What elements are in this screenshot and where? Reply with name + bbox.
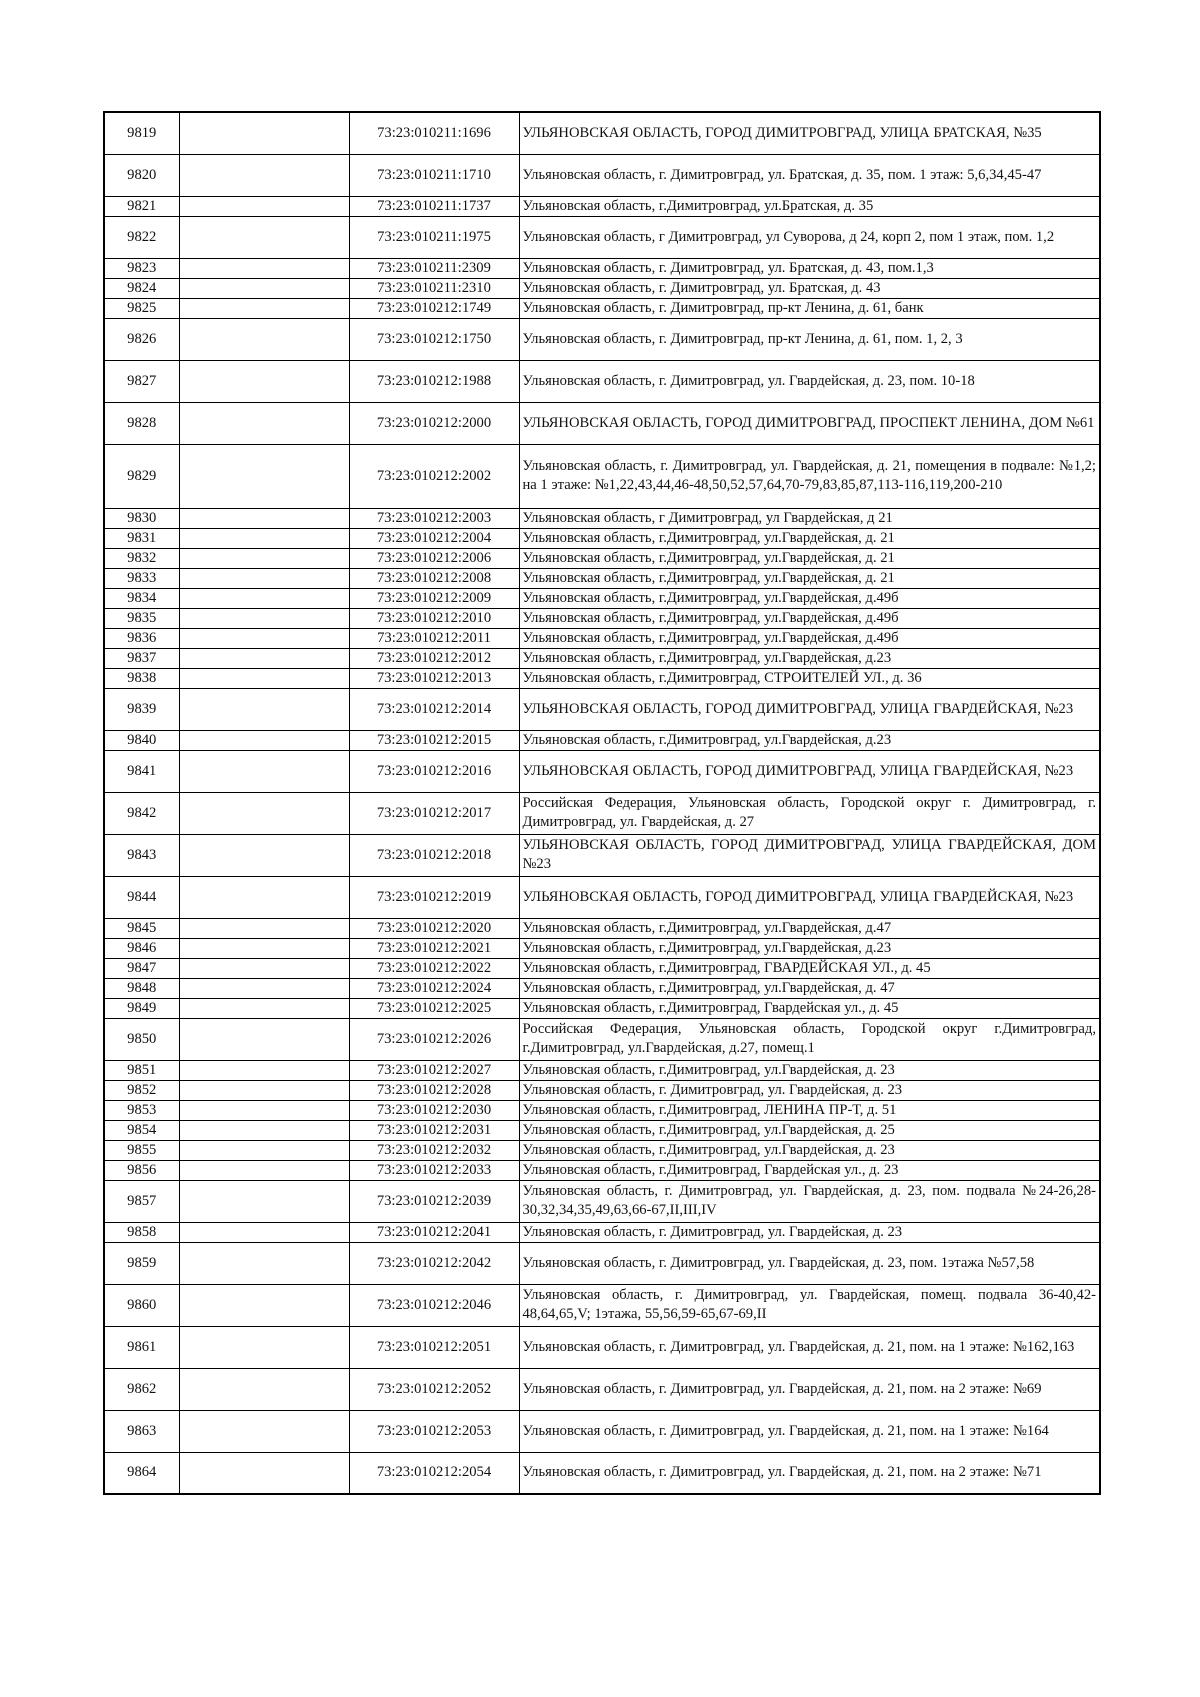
owner-cell (179, 1180, 349, 1222)
row-number-cell: 9847 (104, 958, 179, 978)
row-number-cell: 9856 (104, 1160, 179, 1180)
cadastral-number-cell: 73:23:010212:2021 (349, 938, 519, 958)
owner-cell (179, 834, 349, 876)
cadastral-number-cell: 73:23:010212:2009 (349, 588, 519, 608)
owner-cell (179, 508, 349, 528)
row-number-cell: 9853 (104, 1100, 179, 1120)
address-cell: Ульяновская область, г.Димитровград, ул.Гвардейская, д.49б (519, 588, 1100, 608)
table-row (104, 648, 1100, 668)
row-number-cell: 9846 (104, 938, 179, 958)
address-cell: Ульяновская область, г.Димитровград, ул.Гвардейская, д.23 (519, 730, 1100, 750)
cadastral-number-cell: 73:23:010212:2018 (349, 834, 519, 876)
row-number-cell: 9838 (104, 668, 179, 688)
address-cell: УЛЬЯНОВСКАЯ ОБЛАСТЬ, ГОРОД ДИМИТРОВГРАД, УЛИЦА ГВАРДЕЙСКАЯ, №23 (519, 688, 1100, 730)
table-row (104, 528, 1100, 548)
owner-cell (179, 750, 349, 792)
table-row (104, 278, 1100, 298)
address-cell: Ульяновская область, г.Димитровград, ул.Гвардейская, д.47 (519, 918, 1100, 938)
table-row (104, 1160, 1100, 1180)
owner-cell (179, 154, 349, 196)
address-cell: Ульяновская область, г.Димитровград, ул.Гвардейская, д. 23 (519, 1060, 1100, 1080)
owner-cell (179, 938, 349, 958)
row-number-cell: 9852 (104, 1080, 179, 1100)
owner-cell (179, 730, 349, 750)
cadastral-number-cell: 73:23:010212:2013 (349, 668, 519, 688)
cadastral-number-cell: 73:23:010212:2017 (349, 792, 519, 834)
table-row (104, 998, 1100, 1018)
row-number-cell: 9819 (104, 112, 179, 154)
address-cell: Ульяновская область, г.Димитровград, ул.Гвардейская, д.49б (519, 608, 1100, 628)
table-row (104, 1242, 1100, 1284)
address-cell: Ульяновская область, г.Димитровград, ул.Гвардейская, д. 21 (519, 568, 1100, 588)
address-cell: Ульяновская область, г. Димитровград, ул. Гвардейская, д. 23 (519, 1222, 1100, 1242)
address-cell: Ульяновская область, г.Димитровград, ул.Братская, д. 35 (519, 196, 1100, 216)
owner-cell (179, 1060, 349, 1080)
table-row (104, 1368, 1100, 1410)
row-number-cell: 9824 (104, 278, 179, 298)
table-row (104, 1410, 1100, 1452)
owner-cell (179, 1160, 349, 1180)
table-row (104, 978, 1100, 998)
owner-cell (179, 876, 349, 918)
row-number-cell: 9855 (104, 1140, 179, 1160)
row-number-cell: 9835 (104, 608, 179, 628)
cadastral-number-cell: 73:23:010212:2004 (349, 528, 519, 548)
table-row (104, 1180, 1100, 1222)
cadastral-number-cell: 73:23:010212:2042 (349, 1242, 519, 1284)
owner-cell (179, 1326, 349, 1368)
table-row (104, 1326, 1100, 1368)
cadastral-number-cell: 73:23:010212:2014 (349, 688, 519, 730)
owner-cell (179, 360, 349, 402)
owner-cell (179, 278, 349, 298)
cadastral-number-cell: 73:23:010212:2030 (349, 1100, 519, 1120)
cadastral-number-cell: 73:23:010212:2028 (349, 1080, 519, 1100)
row-number-cell: 9826 (104, 318, 179, 360)
owner-cell (179, 1018, 349, 1060)
address-cell: Ульяновская область, г. Димитровград, ул. Гвардейская, д. 23 (519, 1080, 1100, 1100)
owner-cell (179, 958, 349, 978)
owner-cell (179, 216, 349, 258)
row-number-cell: 9840 (104, 730, 179, 750)
cadastral-number-cell: 73:23:010212:2053 (349, 1410, 519, 1452)
row-number-cell: 9863 (104, 1410, 179, 1452)
address-cell: Ульяновская область, г. Димитровград, ул. Гвардейская, д. 21, пом. на 2 этаже: №69 (519, 1368, 1100, 1410)
address-cell: Ульяновская область, г. Димитровград, ул. Гвардейская, д. 23, пом. подвала №24-26,28-30,32,34,35,49,63,66-67,II,III,IV (519, 1180, 1100, 1222)
row-number-cell: 9829 (104, 444, 179, 508)
table-row (104, 668, 1100, 688)
table-row (104, 938, 1100, 958)
registry-table (103, 111, 1101, 1495)
table-row (104, 318, 1100, 360)
owner-cell (179, 648, 349, 668)
table-row (104, 750, 1100, 792)
row-number-cell: 9822 (104, 216, 179, 258)
table-row (104, 588, 1100, 608)
row-number-cell: 9860 (104, 1284, 179, 1326)
table-row (104, 1018, 1100, 1060)
row-number-cell: 9849 (104, 998, 179, 1018)
table-row (104, 1100, 1100, 1120)
table-row (104, 608, 1100, 628)
address-cell: Российская Федерация, Ульяновская область, Городской округ г.Димитровград, г.Димитровград, ул.Гвардейская, д.27, помещ.1 (519, 1018, 1100, 1060)
table-row (104, 444, 1100, 508)
owner-cell (179, 1080, 349, 1100)
cadastral-number-cell: 73:23:010212:2006 (349, 548, 519, 568)
address-cell: Ульяновская область, г.Димитровград, ул.Гвардейская, д.23 (519, 938, 1100, 958)
table-row (104, 258, 1100, 278)
row-number-cell: 9857 (104, 1180, 179, 1222)
address-cell: Российская Федерация, Ульяновская область, Городской округ г. Димитровград, г. Димитровград, ул. Гвардейская, д. 27 (519, 792, 1100, 834)
owner-cell (179, 1100, 349, 1120)
table-row (104, 1060, 1100, 1080)
cadastral-number-cell: 73:23:010212:2033 (349, 1160, 519, 1180)
owner-cell (179, 318, 349, 360)
cadastral-number-cell: 73:23:010212:2041 (349, 1222, 519, 1242)
cadastral-number-cell: 73:23:010212:2054 (349, 1452, 519, 1494)
cadastral-number-cell: 73:23:010212:1749 (349, 298, 519, 318)
owner-cell (179, 1410, 349, 1452)
address-cell: Ульяновская область, г Димитровград, ул Суворова, д 24, корп 2, пом 1 этаж, пом. 1,2 (519, 216, 1100, 258)
owner-cell (179, 1140, 349, 1160)
row-number-cell: 9858 (104, 1222, 179, 1242)
row-number-cell: 9859 (104, 1242, 179, 1284)
cadastral-number-cell: 73:23:010212:2026 (349, 1018, 519, 1060)
row-number-cell: 9821 (104, 196, 179, 216)
table-row (104, 1452, 1100, 1494)
owner-cell (179, 608, 349, 628)
address-cell: Ульяновская область, г.Димитровград, Гвардейская ул., д. 45 (519, 998, 1100, 1018)
cadastral-number-cell: 73:23:010212:2024 (349, 978, 519, 998)
table-row (104, 1080, 1100, 1100)
cadastral-number-cell: 73:23:010212:2016 (349, 750, 519, 792)
row-number-cell: 9839 (104, 688, 179, 730)
row-number-cell: 9823 (104, 258, 179, 278)
row-number-cell: 9833 (104, 568, 179, 588)
owner-cell (179, 568, 349, 588)
cadastral-number-cell: 73:23:010212:2051 (349, 1326, 519, 1368)
row-number-cell: 9864 (104, 1452, 179, 1494)
row-number-cell: 9836 (104, 628, 179, 648)
cadastral-number-cell: 73:23:010212:2027 (349, 1060, 519, 1080)
cadastral-number-cell: 73:23:010212:2011 (349, 628, 519, 648)
address-cell: Ульяновская область, г.Димитровград, ГВАРДЕЙСКАЯ УЛ., д. 45 (519, 958, 1100, 978)
row-number-cell: 9843 (104, 834, 179, 876)
address-cell: Ульяновская область, г. Димитровград, ул. Гвардейская, д. 21, пом. на 2 этаже: №71 (519, 1452, 1100, 1494)
owner-cell (179, 588, 349, 608)
address-cell: Ульяновская область, г.Димитровград, ул.Гвардейская, д. 21 (519, 548, 1100, 568)
owner-cell (179, 918, 349, 938)
table-row (104, 508, 1100, 528)
address-cell: Ульяновская область, г.Димитровград, СТРОИТЕЛЕЙ УЛ., д. 36 (519, 668, 1100, 688)
cadastral-number-cell: 73:23:010212:2012 (349, 648, 519, 668)
owner-cell (179, 1222, 349, 1242)
row-number-cell: 9820 (104, 154, 179, 196)
owner-cell (179, 668, 349, 688)
address-cell: Ульяновская область, г.Димитровград, ул.Гвардейская, д. 47 (519, 978, 1100, 998)
cadastral-number-cell: 73:23:010211:1737 (349, 196, 519, 216)
owner-cell (179, 1368, 349, 1410)
cadastral-number-cell: 73:23:010212:2015 (349, 730, 519, 750)
table-row (104, 628, 1100, 648)
address-cell: Ульяновская область, г.Димитровград, ул.Гвардейская, д. 25 (519, 1120, 1100, 1140)
table-row (104, 792, 1100, 834)
address-cell: Ульяновская область, г.Димитровград, ул.Гвардейская, д. 21 (519, 528, 1100, 548)
row-number-cell: 9851 (104, 1060, 179, 1080)
table-row (104, 688, 1100, 730)
table-row (104, 298, 1100, 318)
row-number-cell: 9842 (104, 792, 179, 834)
owner-cell (179, 258, 349, 278)
address-cell: Ульяновская область, г. Димитровград, ул. Гвардейская, помещ. подвала 36-40,42-48,64,65,V; 1этажа, 55,56,59-65,67-69,II (519, 1284, 1100, 1326)
owner-cell (179, 112, 349, 154)
owner-cell (179, 548, 349, 568)
row-number-cell: 9831 (104, 528, 179, 548)
cadastral-number-cell: 73:23:010212:2002 (349, 444, 519, 508)
address-cell: Ульяновская область, г. Димитровград, пр-кт Ленина, д. 61, пом. 1, 2, 3 (519, 318, 1100, 360)
cadastral-number-cell: 73:23:010212:2008 (349, 568, 519, 588)
cadastral-number-cell: 73:23:010212:2052 (349, 1368, 519, 1410)
address-cell: Ульяновская область, г. Димитровград, ул. Гвардейская, д. 21, пом. на 1 этаже: №164 (519, 1410, 1100, 1452)
table-row (104, 402, 1100, 444)
table-row (104, 958, 1100, 978)
address-cell: Ульяновская область, г. Димитровград, ул. Гвардейская, д. 23, пом. 1этажа №57,58 (519, 1242, 1100, 1284)
table-row (104, 196, 1100, 216)
table-row (104, 1120, 1100, 1140)
owner-cell (179, 528, 349, 548)
address-cell: Ульяновская область, г.Димитровград, ул.Гвардейская, д.23 (519, 648, 1100, 668)
cadastral-number-cell: 73:23:010212:2003 (349, 508, 519, 528)
address-cell: Ульяновская область, г. Димитровград, ул. Гвардейская, д. 21, помещения в подвале: №1,2; на 1 этаже: №1,22,43,44,46-48,50,52,57,64,70-79,83,85,87,113-116,119,200-210 (519, 444, 1100, 508)
row-number-cell: 9832 (104, 548, 179, 568)
address-cell: Ульяновская область, г.Димитровград, ул.Гвардейская, д. 23 (519, 1140, 1100, 1160)
owner-cell (179, 1452, 349, 1494)
address-cell: Ульяновская область, г Димитровград, ул Гвардейская, д 21 (519, 508, 1100, 528)
owner-cell (179, 688, 349, 730)
cadastral-number-cell: 73:23:010211:1710 (349, 154, 519, 196)
cadastral-number-cell: 73:23:010212:1988 (349, 360, 519, 402)
owner-cell (179, 1284, 349, 1326)
row-number-cell: 9841 (104, 750, 179, 792)
table-row (104, 1284, 1100, 1326)
cadastral-number-cell: 73:23:010211:2310 (349, 278, 519, 298)
cadastral-number-cell: 73:23:010212:2039 (349, 1180, 519, 1222)
cadastral-number-cell: 73:23:010212:2022 (349, 958, 519, 978)
address-cell: Ульяновская область, г.Димитровград, ул.Гвардейская, д.49б (519, 628, 1100, 648)
row-number-cell: 9834 (104, 588, 179, 608)
address-cell: УЛЬЯНОВСКАЯ ОБЛАСТЬ, ГОРОД ДИМИТРОВГРАД, УЛИЦА ГВАРДЕЙСКАЯ, №23 (519, 876, 1100, 918)
registry-table-body (104, 112, 1100, 1494)
table-row (104, 154, 1100, 196)
table-row (104, 918, 1100, 938)
address-cell: УЛЬЯНОВСКАЯ ОБЛАСТЬ, ГОРОД ДИМИТРОВГРАД, УЛИЦА БРАТСКАЯ, №35 (519, 112, 1100, 154)
owner-cell (179, 792, 349, 834)
row-number-cell: 9850 (104, 1018, 179, 1060)
table-row (104, 1140, 1100, 1160)
owner-cell (179, 1120, 349, 1140)
table-row (104, 1222, 1100, 1242)
owner-cell (179, 998, 349, 1018)
owner-cell (179, 402, 349, 444)
table-row (104, 360, 1100, 402)
cadastral-number-cell: 73:23:010212:2025 (349, 998, 519, 1018)
address-cell: Ульяновская область, г. Димитровград, ул. Гвардейская, д. 21, пом. на 1 этаже: №162,163 (519, 1326, 1100, 1368)
row-number-cell: 9854 (104, 1120, 179, 1140)
cadastral-number-cell: 73:23:010211:2309 (349, 258, 519, 278)
table-row (104, 876, 1100, 918)
address-cell: УЛЬЯНОВСКАЯ ОБЛАСТЬ, ГОРОД ДИМИТРОВГРАД, УЛИЦА ГВАРДЕЙСКАЯ, №23 (519, 750, 1100, 792)
cadastral-number-cell: 73:23:010212:2010 (349, 608, 519, 628)
row-number-cell: 9862 (104, 1368, 179, 1410)
table-row (104, 834, 1100, 876)
row-number-cell: 9844 (104, 876, 179, 918)
owner-cell (179, 196, 349, 216)
address-cell: Ульяновская область, г. Димитровград, ул. Братская, д. 43 (519, 278, 1100, 298)
cadastral-number-cell: 73:23:010212:2031 (349, 1120, 519, 1140)
table-row (104, 568, 1100, 588)
address-cell: Ульяновская область, г.Димитровград, Гвардейская ул., д. 23 (519, 1160, 1100, 1180)
table-row (104, 216, 1100, 258)
row-number-cell: 9861 (104, 1326, 179, 1368)
owner-cell (179, 978, 349, 998)
cadastral-number-cell: 73:23:010211:1696 (349, 112, 519, 154)
address-cell: Ульяновская область, г. Димитровград, пр-кт Ленина, д. 61, банк (519, 298, 1100, 318)
cadastral-number-cell: 73:23:010212:2032 (349, 1140, 519, 1160)
address-cell: Ульяновская область, г.Димитровград, ЛЕНИНА ПР-Т, д. 51 (519, 1100, 1100, 1120)
owner-cell (179, 298, 349, 318)
owner-cell (179, 628, 349, 648)
address-cell: УЛЬЯНОВСКАЯ ОБЛАСТЬ, ГОРОД ДИМИТРОВГРАД, ПРОСПЕКТ ЛЕНИНА, ДОМ №61 (519, 402, 1100, 444)
table-row (104, 112, 1100, 154)
table-row (104, 548, 1100, 568)
cadastral-number-cell: 73:23:010212:2020 (349, 918, 519, 938)
row-number-cell: 9827 (104, 360, 179, 402)
cadastral-number-cell: 73:23:010212:2019 (349, 876, 519, 918)
row-number-cell: 9830 (104, 508, 179, 528)
owner-cell (179, 444, 349, 508)
row-number-cell: 9845 (104, 918, 179, 938)
table-row (104, 730, 1100, 750)
cadastral-number-cell: 73:23:010212:1750 (349, 318, 519, 360)
row-number-cell: 9825 (104, 298, 179, 318)
cadastral-number-cell: 73:23:010212:2000 (349, 402, 519, 444)
cadastral-number-cell: 73:23:010211:1975 (349, 216, 519, 258)
address-cell: Ульяновская область, г. Димитровград, ул. Братская, д. 43, пом.1,3 (519, 258, 1100, 278)
cadastral-number-cell: 73:23:010212:2046 (349, 1284, 519, 1326)
address-cell: Ульяновская область, г. Димитровград, ул. Гвардейская, д. 23, пом. 10-18 (519, 360, 1100, 402)
owner-cell (179, 1242, 349, 1284)
address-cell: УЛЬЯНОВСКАЯ ОБЛАСТЬ, ГОРОД ДИМИТРОВГРАД, УЛИЦА ГВАРДЕЙСКАЯ, ДОМ №23 (519, 834, 1100, 876)
row-number-cell: 9848 (104, 978, 179, 998)
address-cell: Ульяновская область, г. Димитровград, ул. Братская, д. 35, пом. 1 этаж: 5,6,34,45-47 (519, 154, 1100, 196)
row-number-cell: 9828 (104, 402, 179, 444)
row-number-cell: 9837 (104, 648, 179, 668)
